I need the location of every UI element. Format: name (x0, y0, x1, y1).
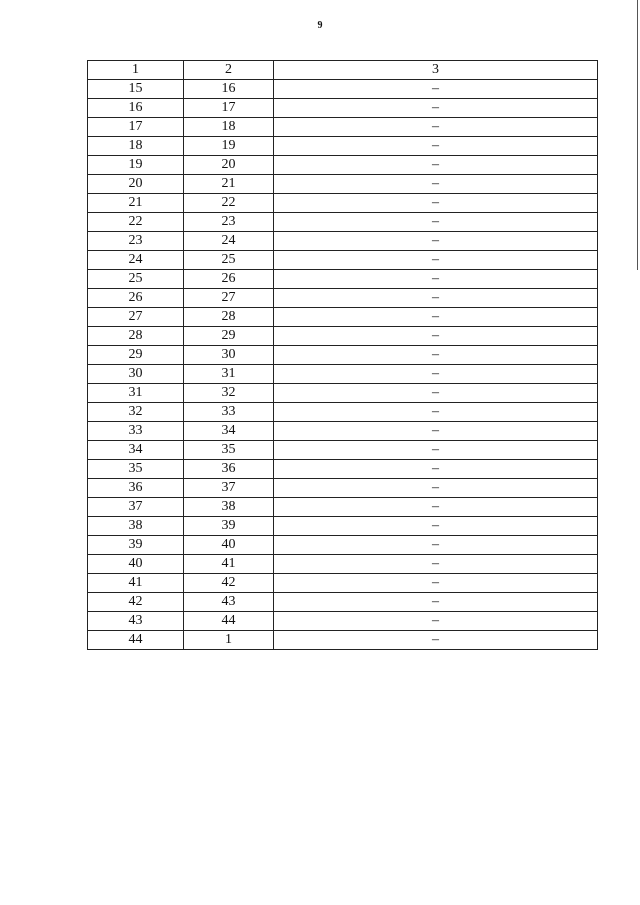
table-cell-col-1: 36 (88, 479, 184, 498)
table-cell-col-3: – (274, 517, 598, 536)
table-cell-col-1: 32 (88, 403, 184, 422)
table-cell-col-1: 17 (88, 118, 184, 137)
table-cell-col-2: 19 (184, 137, 274, 156)
column-header-3: 3 (274, 61, 598, 80)
table-row (88, 289, 598, 308)
table-row (88, 479, 598, 498)
table-cell-col-3: – (274, 631, 598, 650)
table-cell-col-3: – (274, 612, 598, 631)
table-cell-col-2: 29 (184, 327, 274, 346)
table-cell-col-1: 22 (88, 213, 184, 232)
table-cell-col-3: – (274, 156, 598, 175)
table-cell-col-2: 36 (184, 460, 274, 479)
table-cell-col-3: – (274, 137, 598, 156)
table-row (88, 213, 598, 232)
table-row (88, 156, 598, 175)
table-cell-col-3: – (274, 80, 598, 99)
table-cell-col-1: 35 (88, 460, 184, 479)
table-cell-col-3: – (274, 194, 598, 213)
table-cell-col-1: 30 (88, 365, 184, 384)
table-cell-col-3: – (274, 593, 598, 612)
table-cell-col-2: 42 (184, 574, 274, 593)
table-cell-col-1: 27 (88, 308, 184, 327)
table-cell-col-2: 23 (184, 213, 274, 232)
table-cell-col-1: 41 (88, 574, 184, 593)
table-cell-col-3: – (274, 536, 598, 555)
page-number: 9 (317, 20, 323, 31)
table-cell-col-1: 16 (88, 99, 184, 118)
column-header-2: 2 (184, 61, 274, 80)
table-row (88, 574, 598, 593)
table-row (88, 137, 598, 156)
table-row (88, 612, 598, 631)
table-cell-col-3: – (274, 365, 598, 384)
table-cell-col-2: 44 (184, 612, 274, 631)
table-cell-col-2: 39 (184, 517, 274, 536)
table-cell-col-1: 29 (88, 346, 184, 365)
table-cell-col-2: 34 (184, 422, 274, 441)
table-row (88, 517, 598, 536)
table-cell-col-3: – (274, 422, 598, 441)
table-cell-col-2: 37 (184, 479, 274, 498)
table-cell-col-2: 32 (184, 384, 274, 403)
table-row (88, 631, 598, 650)
table-cell-col-1: 40 (88, 555, 184, 574)
table-cell-col-2: 18 (184, 118, 274, 137)
table-row (88, 403, 598, 422)
table-cell-col-2: 24 (184, 232, 274, 251)
table-cell-col-2: 27 (184, 289, 274, 308)
table-cell-col-3: – (274, 327, 598, 346)
table-cell-col-1: 37 (88, 498, 184, 517)
table-row (88, 327, 598, 346)
table-cell-col-1: 34 (88, 441, 184, 460)
table-row (88, 346, 598, 365)
table-row (88, 384, 598, 403)
table-cell-col-3: – (274, 232, 598, 251)
column-header-1: 1 (88, 61, 184, 80)
table-row (88, 194, 598, 213)
table-cell-col-1: 19 (88, 156, 184, 175)
table-cell-col-2: 35 (184, 441, 274, 460)
table-row (88, 232, 598, 251)
table-cell-col-1: 38 (88, 517, 184, 536)
table-cell-col-3: – (274, 460, 598, 479)
table-cell-col-3: – (274, 555, 598, 574)
margin-rule (637, 0, 638, 270)
table-cell-col-2: 43 (184, 593, 274, 612)
table-cell-col-3: – (274, 251, 598, 270)
data-table (87, 60, 598, 650)
table-cell-col-3: – (274, 213, 598, 232)
table-row (88, 498, 598, 517)
table-row (88, 308, 598, 327)
table-row (88, 80, 598, 99)
table-cell-col-2: 38 (184, 498, 274, 517)
table-cell-col-2: 1 (184, 631, 274, 650)
table-cell-col-3: – (274, 441, 598, 460)
table-cell-col-3: – (274, 346, 598, 365)
table-cell-col-3: – (274, 384, 598, 403)
table-cell-col-1: 33 (88, 422, 184, 441)
table-cell-col-2: 17 (184, 99, 274, 118)
table-row (88, 175, 598, 194)
table-cell-col-1: 25 (88, 270, 184, 289)
table-cell-col-1: 23 (88, 232, 184, 251)
table-cell-col-3: – (274, 118, 598, 137)
table-row (88, 365, 598, 384)
table-cell-col-1: 20 (88, 175, 184, 194)
table-row (88, 536, 598, 555)
table-cell-col-1: 28 (88, 327, 184, 346)
table-cell-col-3: – (274, 308, 598, 327)
table-body (88, 80, 598, 650)
table-cell-col-1: 15 (88, 80, 184, 99)
table-cell-col-1: 18 (88, 137, 184, 156)
table-cell-col-2: 26 (184, 270, 274, 289)
table-row (88, 99, 598, 118)
table-cell-col-2: 31 (184, 365, 274, 384)
table-cell-col-3: – (274, 479, 598, 498)
table-cell-col-1: 31 (88, 384, 184, 403)
table-cell-col-1: 26 (88, 289, 184, 308)
table-cell-col-3: – (274, 270, 598, 289)
table-cell-col-1: 44 (88, 631, 184, 650)
table-cell-col-1: 42 (88, 593, 184, 612)
table-cell-col-2: 30 (184, 346, 274, 365)
table-cell-col-3: – (274, 289, 598, 308)
table-cell-col-2: 20 (184, 156, 274, 175)
table-row (88, 555, 598, 574)
table-row (88, 460, 598, 479)
table-cell-col-3: – (274, 99, 598, 118)
table-cell-col-1: 43 (88, 612, 184, 631)
table-cell-col-1: 24 (88, 251, 184, 270)
table-cell-col-3: – (274, 498, 598, 517)
table-cell-col-3: – (274, 574, 598, 593)
table-cell-col-1: 39 (88, 536, 184, 555)
table-cell-col-2: 28 (184, 308, 274, 327)
table-header-row (88, 61, 598, 80)
table-cell-col-2: 40 (184, 536, 274, 555)
table-cell-col-3: – (274, 175, 598, 194)
table-row (88, 441, 598, 460)
table-cell-col-2: 21 (184, 175, 274, 194)
table-cell-col-2: 41 (184, 555, 274, 574)
table-row (88, 593, 598, 612)
table-row (88, 118, 598, 137)
table-row (88, 270, 598, 289)
table-cell-col-3: – (274, 403, 598, 422)
table-cell-col-1: 21 (88, 194, 184, 213)
table-row (88, 251, 598, 270)
table-cell-col-2: 22 (184, 194, 274, 213)
table-row (88, 422, 598, 441)
table-cell-col-2: 25 (184, 251, 274, 270)
table-cell-col-2: 33 (184, 403, 274, 422)
table-cell-col-2: 16 (184, 80, 274, 99)
